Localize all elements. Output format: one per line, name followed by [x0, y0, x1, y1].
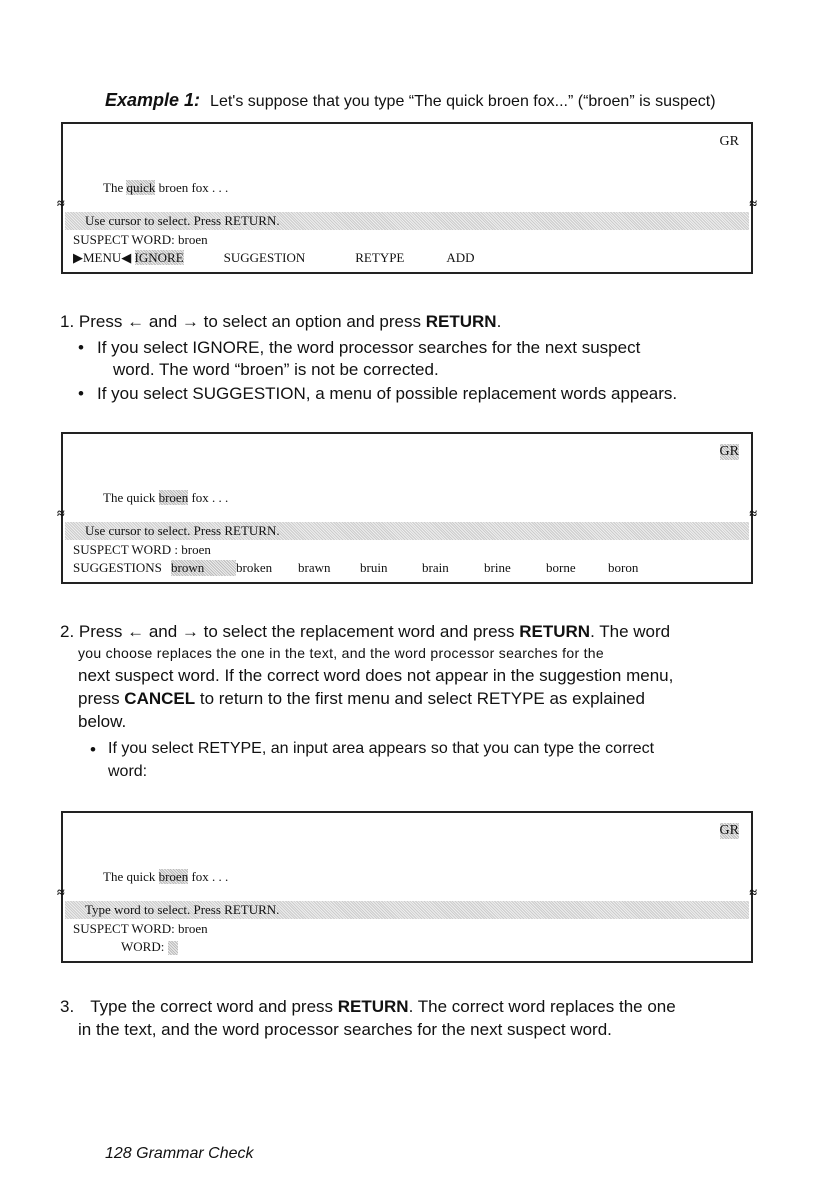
break-mark-icon: ≈ [57, 507, 65, 522]
suggestion-list: SUGGESTIONS brown broken brawn bruin brain brine borne boron [73, 560, 639, 575]
screen-suggestions: GR The quick broen fox . . . ≈ ≈ Use cursor to select. Press RETURN. SUSPECT WORD : broen SUGGESTIONS brown broken brawn bruin brain brine borne boron [61, 432, 753, 584]
example-heading: Example 1: Let's suppose that you type “The quick broen fox...” (“broen” is suspect) [105, 90, 716, 110]
option-ignore[interactable]: IGNORE [134, 250, 184, 265]
break-mark-icon: ≈ [57, 886, 65, 901]
status-bar: Use cursor to select. Press RETURN. [65, 212, 749, 230]
page-footer: 128 Grammar Check [105, 1145, 254, 1162]
gr-indicator: GR [719, 134, 739, 149]
option-suggestion[interactable]: SUGGESTION [223, 250, 306, 265]
step-3: 3. Type the correct word and press RETURN. The correct word replaces the one [60, 997, 676, 1016]
break-mark-icon: ≈ [57, 197, 65, 212]
option-retype[interactable]: RETYPE [355, 250, 405, 265]
screen-menu [57, 122, 757, 274]
break-mark-icon: ≈ [749, 197, 757, 212]
step-1: 1. Press ← and → to select an option and press RETURN. [60, 312, 502, 331]
word-input[interactable]: WORD: [121, 939, 178, 955]
option-menu: ▶MENU◀ IGNORE SUGGESTION RETYPE ADD [73, 250, 475, 265]
step-2: 2. Press ← and → to select the replacement word and press RETURN. The word [60, 622, 671, 641]
break-mark-icon: ≈ [749, 886, 757, 901]
bullet: If you select IGNORE, the word processor searches for the next suspect [97, 338, 641, 357]
page: Example 1: Let's suppose that you type “The quick broen fox...” (“broen” is suspect) GR The quick broen fox . . . ≈ ≈ Use cursor to select. Press RETURN. SUSPECT WORD: broen ▶MENU◀ IGNORE SUGGESTION RETYPE ADD 1. Press ← and → to select an option and press RETURN. If you select IGNORE, the word processor searches for the next suspect • word. The word “broen” is not be corrected. • If you select SUGGESTION, a menu of possible replacement words appears. GR The quick broen fox . . . ≈ ≈ Use cursor to select. Press RETURN. SUSPECT WORD : broen SUGGESTIONS brown broken brawn bruin brain brine borne boron 2. Press ← and → to select the replacement word and press RETURN. The word you choose replaces the one in the text, and the word processor searches for the next suspect word. If the correct word does not appear in the suggestion menu, press CANCEL to return to the first menu and select RETYPE as explained below. • If you select RETYPE, an input area appears so that you can type the correct word: GR The quick broen fox . . . ≈ ≈ Type word to select. Press RETURN. SUSPECT WORD: broen WORD: 3. Type the correct word and press RETURN. The correct word replaces the one in the text, and the word processor searches for the next suspect word. 128 Grammar Check [0, 0, 820, 1198]
screen-retype: GR The quick broen fox . . . ≈ ≈ Type word to select. Press RETURN. SUSPECT WORD: broen WORD: [61, 811, 753, 963]
suspect-word: SUSPECT WORD: broen [73, 232, 208, 247]
bullet: If you select SUGGESTION, a menu of possible replacement words appears. [97, 384, 678, 403]
document-text: The quick broen fox . . . [103, 180, 229, 195]
option-add[interactable]: ADD [446, 250, 475, 265]
break-mark-icon: ≈ [749, 507, 757, 522]
